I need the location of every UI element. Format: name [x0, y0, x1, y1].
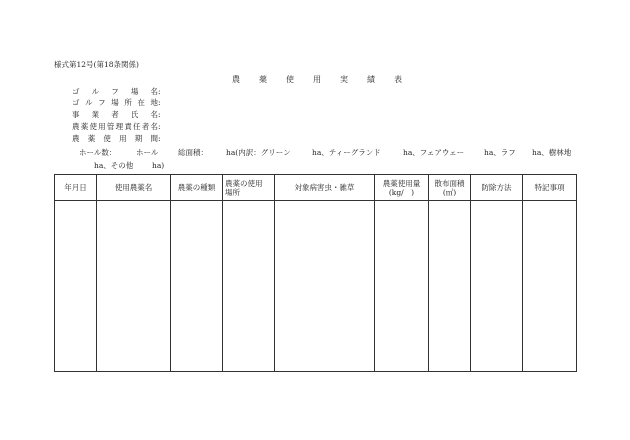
header-control-method: 防除方法: [471, 175, 523, 201]
cell-date[interactable]: [55, 201, 97, 372]
usage-period-colon: :: [158, 134, 161, 143]
other-area-label: ha、その他: [94, 161, 134, 170]
cell-pesticide-type[interactable]: [171, 201, 223, 372]
hole-unit: ホール: [136, 148, 159, 157]
title-char: 実: [340, 75, 348, 84]
golf-course-name-colon: :: [158, 87, 161, 96]
operator-name-colon: :: [158, 110, 161, 119]
forest-area-label: ha、樹林地: [532, 148, 572, 157]
table-header-row: [55, 175, 577, 201]
page-title: [232, 74, 402, 85]
hole-count-label: ホール数：: [79, 148, 117, 157]
header-pesticide-type: 農薬の種類: [171, 175, 223, 201]
title-char: 使: [286, 75, 294, 84]
fairway-area-label: ha、フェアウェー: [403, 148, 465, 157]
area-close-paren: ha): [152, 161, 165, 170]
cell-usage-amount[interactable]: [375, 201, 429, 372]
title-char: 用: [313, 75, 321, 84]
cell-remarks[interactable]: [523, 201, 577, 372]
header-pesticide-name: 使用農薬名: [97, 175, 171, 201]
cell-pesticide-name[interactable]: [97, 201, 171, 372]
usage-period-label: 農 薬 使 用 期 間: [72, 134, 158, 143]
cell-spray-area[interactable]: [429, 201, 471, 372]
title-char: 薬: [259, 75, 267, 84]
manager-name-label: 農 薬 使 用 管 理 責 任 者 名: [72, 122, 158, 131]
operator-name-label: 事 業 者 氏 名: [72, 110, 158, 119]
tee-area-label: ha、ティーグランド: [312, 148, 381, 157]
rough-area-label: ha、ラフ: [484, 148, 516, 157]
header-target-pests: 対象病害虫・雑草: [275, 175, 375, 201]
golf-course-address-colon: :: [158, 98, 161, 107]
header-usage-location: 農薬の使用 場所: [223, 175, 275, 201]
table-body-row: [55, 201, 577, 372]
title-char: 農: [232, 75, 240, 84]
form-number: 様式第12号(第18条関係): [54, 60, 139, 69]
title-char: 表: [394, 75, 402, 84]
title-char: 績: [367, 75, 375, 84]
header-usage-amount: 農薬使用量 (kg/ ): [375, 175, 429, 201]
manager-name-colon: :: [158, 122, 161, 131]
cell-target-pests[interactable]: [275, 201, 375, 372]
header-date: 年月日: [55, 175, 97, 201]
header-spray-area: 散布面積 (㎡): [429, 175, 471, 201]
cell-usage-location[interactable]: [223, 201, 275, 372]
golf-course-name-label: ゴ ル フ 場 名: [72, 87, 158, 96]
total-area-label: 総面積：: [178, 148, 208, 157]
green-area-label: ha(内訳：グリーン: [226, 148, 291, 157]
cell-control-method[interactable]: [471, 201, 523, 372]
golf-course-address-label: ゴ ル フ 場 所 在 地: [72, 98, 158, 107]
usage-record-table: [54, 174, 577, 372]
header-remarks: 特記事項: [523, 175, 577, 201]
